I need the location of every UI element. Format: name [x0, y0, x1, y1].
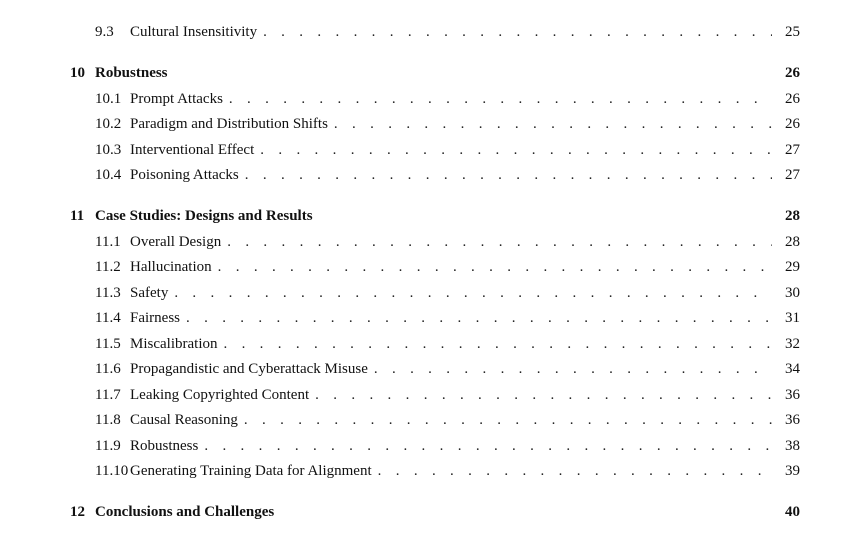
dot-leader: [229, 91, 772, 108]
toc-entry-page: 28: [785, 234, 800, 250]
toc-entry-title: Paradigm and Distribution Shifts: [130, 116, 328, 132]
toc-entry-title: Generating Training Data for Alignment: [130, 463, 372, 479]
dot-leader: [174, 285, 772, 302]
dot-leader: [245, 167, 772, 184]
dot-leader: [315, 387, 772, 404]
toc-entry-11-2[interactable]: [95, 259, 800, 279]
toc-entry-title: Leaking Copyrighted Content: [130, 387, 310, 403]
toc-entry-title: Fairness: [130, 310, 180, 326]
dot-leader: [334, 116, 772, 133]
toc-entry-11-4[interactable]: [95, 310, 800, 330]
toc-entry-page: 30: [785, 285, 800, 301]
toc-entry-page: 32: [785, 336, 800, 352]
toc-entry-page: 39: [785, 463, 800, 479]
toc-section-title: Conclusions and Challenges: [95, 504, 275, 520]
toc-entry-page: 38: [785, 438, 800, 454]
toc-entry-title: Cultural Insensitivity: [130, 24, 258, 40]
toc-entry-title: Overall Design: [130, 234, 222, 250]
toc-entry-number: 10.3: [95, 142, 122, 158]
toc-entry-page: 29: [785, 259, 800, 275]
toc-section-page: 40: [785, 504, 800, 520]
dot-leader: [223, 336, 772, 353]
toc-entry-number: 11.1: [95, 234, 121, 250]
toc-entry-number: 9.3: [95, 24, 114, 40]
toc-entry-page: 36: [785, 412, 800, 428]
dot-leader: [374, 361, 772, 378]
toc-entry-page: 25: [785, 24, 800, 40]
toc-entry-11-6[interactable]: [95, 361, 800, 381]
toc-entry-11-3[interactable]: [95, 285, 800, 305]
toc-entry-number: 11.9: [95, 438, 121, 454]
toc-section-number: 10: [70, 65, 85, 81]
toc-entry-10-2[interactable]: [95, 116, 800, 136]
dot-leader: [378, 463, 772, 480]
toc-section-page: 26: [785, 65, 800, 81]
toc-entry-title: Poisoning Attacks: [130, 167, 239, 183]
toc-section-11[interactable]: [70, 208, 800, 228]
toc-entry-page: 26: [785, 91, 800, 107]
toc-entry-number: 10.2: [95, 116, 122, 132]
toc-entry-11-7[interactable]: [95, 387, 800, 407]
toc-entry-title: Miscalibration: [130, 336, 218, 352]
toc-section-page: 28: [785, 208, 800, 224]
dot-leader: [244, 412, 772, 429]
toc-section-12[interactable]: [70, 504, 800, 524]
dot-leader: [260, 142, 772, 159]
toc-entry-title: Interventional Effect: [130, 142, 255, 158]
toc-section-number: 11: [70, 208, 85, 224]
toc-entry-10-4[interactable]: [95, 167, 800, 187]
toc-entry-page: 34: [785, 361, 800, 377]
dot-leader: [227, 234, 772, 251]
toc-entry-11-10[interactable]: [95, 463, 800, 483]
toc-entry-number: 11.10: [95, 463, 129, 479]
toc-entry-page: 36: [785, 387, 800, 403]
toc-entry-page: 27: [785, 167, 800, 183]
toc-entry-11-9[interactable]: [95, 438, 800, 458]
toc-section-title: Robustness: [95, 65, 168, 81]
toc-section-number: 12: [70, 504, 85, 520]
toc-entry-11-1[interactable]: [95, 234, 800, 254]
dot-leader: [204, 438, 772, 455]
toc-entry-11-8[interactable]: [95, 412, 800, 432]
toc-entry-11-5[interactable]: [95, 336, 800, 356]
toc-entry-title: Safety: [130, 285, 169, 301]
toc-entry-title: Prompt Attacks: [130, 91, 223, 107]
toc-section-title: Case Studies: Designs and Results: [95, 208, 313, 224]
toc-entry-number: 10.1: [95, 91, 122, 107]
toc-entry-number: 11.8: [95, 412, 121, 428]
toc-entry-page: 31: [785, 310, 800, 326]
toc-entry-10-3[interactable]: [95, 142, 800, 162]
toc-entry-number: 11.4: [95, 310, 121, 326]
toc-entry-number: 11.3: [95, 285, 121, 301]
toc-entry-number: 11.6: [95, 361, 121, 377]
dot-leader: [218, 259, 772, 276]
toc-entry-title: Causal Reasoning: [130, 412, 238, 428]
toc-entry-title: Propagandistic and Cyberattack Misuse: [130, 361, 368, 377]
toc-entry-page: 26: [785, 116, 800, 132]
toc-section-10[interactable]: [70, 65, 800, 85]
dot-leader: [263, 24, 772, 41]
toc-entry-number: 11.7: [95, 387, 121, 403]
toc-entry-page: 27: [785, 142, 800, 158]
toc-entry-number: 10.4: [95, 167, 122, 183]
toc-entry-title: Hallucination: [130, 259, 212, 275]
toc-entry-number: 11.2: [95, 259, 121, 275]
dot-leader: [186, 310, 772, 327]
toc-entry-number: 11.5: [95, 336, 121, 352]
toc-entry-10-1[interactable]: [95, 91, 800, 111]
toc-entry-title: Robustness: [130, 438, 199, 454]
toc-entry-9-3[interactable]: [95, 24, 800, 44]
